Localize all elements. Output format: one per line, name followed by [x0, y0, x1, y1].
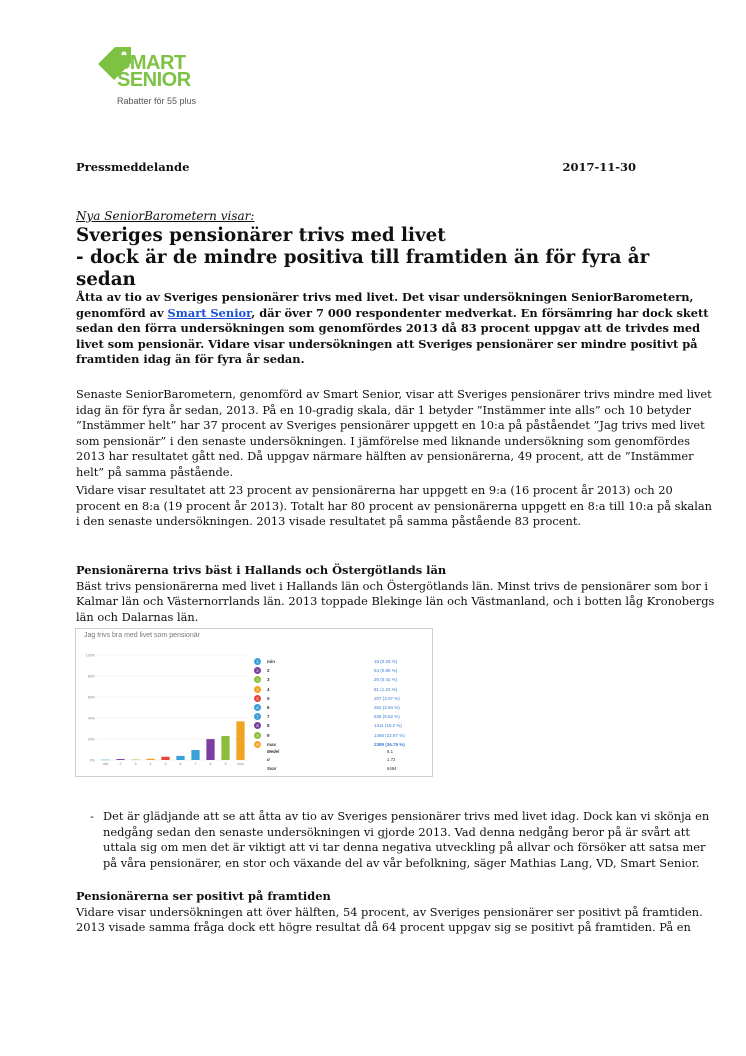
bar-8 [206, 739, 214, 760]
legend-row [254, 721, 426, 730]
press-label: Pressmeddelande [76, 160, 190, 174]
x-tick-label: 4 [149, 762, 152, 766]
stat-label: Medel [267, 748, 280, 754]
bar-6 [176, 756, 184, 760]
y-tick-label: 60% [87, 695, 95, 700]
paragraph-2: Vidare visar resultatet att 23 procent av pensionärerna har uppgett en 9:a (16 procent år 2013) och 20 procent en 8:a (19 procent år 2013). Totalt har 80 procent av pensionärerna uppgett en 8:a till 10:a på skalan i den senaste undersökningen. 2013 visade resultatet på samma påstående 83 procent. [76, 483, 712, 528]
bar-9 [221, 736, 229, 760]
legend-value: 207 (3.07 %) [374, 695, 400, 701]
legend-value: 636 (9.52 %) [374, 714, 400, 720]
x-tick-label: min [102, 762, 109, 766]
legend-row [254, 694, 426, 703]
y-tick-label: 80% [87, 674, 95, 679]
legend-row [254, 731, 426, 740]
smart-senior-link[interactable]: Smart Senior [167, 305, 252, 320]
quote-dash: - [90, 809, 94, 823]
logo-wordmark: SMART SENIOR [117, 52, 191, 91]
stat-value: 6494 [387, 765, 397, 771]
legend-number-badge: 10 [255, 741, 260, 747]
stat-row [254, 749, 426, 758]
legend-number-badge: 9 [254, 732, 261, 739]
intro-paragraph: Åtta av tio av Sveriges pensionärer trivs med livet. Det visar undersökningen SeniorBarometern, genomförd av Smart Senior, där över 7 000 respondenter medverkat. En försämring har dock skett sedan den förra undersökningen som genomfördes 2013 då 83 procent uppgav att de trivdes med livet som pensionär. Vidare visar undersökningen att Sveriges pensionärer ser mindre positivt på framtiden idag än för fyra år sedan. [76, 290, 709, 366]
legend-label: max [267, 741, 277, 747]
bar-min [101, 760, 109, 761]
section-heading: Pensionärerna trivs bäst i Hallands och Östergötlands län [76, 563, 447, 577]
legend-value: 1466 (22.87 %) [374, 732, 405, 738]
legend-row [254, 712, 426, 721]
y-tick-label: 20% [87, 737, 95, 742]
bar-7 [191, 750, 199, 760]
y-tick-label: 100% [85, 653, 95, 658]
x-tick-label: 9 [224, 762, 227, 766]
legend-number-badge: 5 [254, 695, 261, 702]
legend-value: 26 (0.42 %) [374, 677, 398, 683]
x-tick-label: 3 [134, 762, 137, 766]
quote-block [90, 809, 720, 871]
legend-label: 8 [267, 723, 270, 729]
x-tick-label: max [237, 762, 244, 766]
bar-3 [131, 760, 139, 761]
stat-label: Svar [267, 765, 277, 771]
x-tick-label: 5 [164, 762, 167, 766]
legend-number-badge: 6 [254, 704, 261, 711]
legend-row [254, 675, 426, 684]
legend-label: 6 [267, 705, 270, 711]
legend-label: 5 [267, 695, 270, 701]
legend-number-badge: 8 [254, 722, 261, 729]
paragraph-1: Senaste SeniorBarometern, genomförd av Smart Senior, visar att Sveriges pensionärer trivs mindre med livet idag än för fyra år sedan, 2013. På en 10-gradig skala, där 1 betyder ”Instämmer inte alls” och 10 betyder ”Instämmer helt” har 37 procent av Sveriges pensionärer uppgett en 10:a på påståendet ”Jag trivs med livet som pensionär” i den senaste undersökningen. I jämförelse med liknande undersökning som genomfördes 2013 har resultatet gått ned. Då uppgav närmare hälften av pensionärerna, 49 procent, att de ”Instämmer helt” på samma påstående. [76, 387, 712, 479]
legend-label: 3 [267, 677, 270, 683]
x-tick-label: 2 [119, 762, 122, 766]
stat-value: 8.1 [387, 748, 393, 754]
press-header [76, 160, 636, 174]
y-tick-label: 40% [87, 716, 95, 721]
title-line-2: - dock är de mindre positiva till framtiden än för fyra år sedan [76, 247, 650, 290]
x-tick-label: 8 [209, 762, 212, 766]
section-halland [76, 563, 716, 625]
legend-value: 1311 (19.2 %) [374, 723, 402, 729]
bar-4 [146, 759, 154, 760]
press-date: 2017-11-30 [562, 160, 636, 174]
stat-row [254, 766, 426, 775]
page-title [76, 225, 676, 291]
title-line-1: Sveriges pensionärer trivs med livet [76, 225, 446, 246]
bar-2 [116, 759, 124, 760]
legend-row [254, 666, 426, 675]
stat-row [254, 757, 426, 766]
chart-title: Jag trivs bra med livet som pensionär [84, 632, 200, 639]
legend-value: 54 (0.85 %) [374, 668, 398, 674]
legend-label: 2 [267, 668, 270, 674]
stat-label: σ [267, 757, 270, 763]
legend-number-badge: 2 [254, 667, 261, 674]
section-text-future: Vidare visar undersökningen att över hälften, 54 procent, av Sveriges pensionärer ser positivt på framtiden. 2013 visade samma fråga dock ett högre resultat då 64 procent uppgav sig se positivt på framtiden. På en [76, 904, 703, 934]
bar-max [236, 721, 244, 760]
legend-number-badge: 7 [254, 713, 261, 720]
legend-value: 81 (1.23 %) [374, 686, 398, 692]
stat-value: 1.72 [387, 757, 396, 763]
legend-label: 7 [267, 714, 270, 720]
x-tick-label: 6 [179, 762, 182, 766]
chart-legend [254, 657, 426, 774]
section-text: Bäst trivs pensionärerna med livet i Hallands län och Östergötlands län. Minst trivs de pensionärer som bor i Kalmar län och Västernorrlands län. 2013 toppade Blekinge län och Västmanland, och i botten låg Kronobergs län och Dalarnas län. [76, 578, 715, 624]
quote-text: Det är glädjande att se att åtta av tio av Sveriges pensionärer trivs med livet idag. Dock kan vi skönja en nedgång sedan den senaste undersökningen vi gjorde 2013. Vad denna nedgång beror på är svårt att uttala sig om men det är viktigt att vi tar denna negativa utveckling på allvar och försöker att satsa mer på våra pensionärer, en stor och växande del av vår befolkning, säger Mathias Lang, VD, Smart Senior. [103, 809, 710, 870]
legend-value: 15 (0.25 %) [374, 659, 398, 665]
legend-label: 9 [267, 732, 270, 738]
legend-row [254, 685, 426, 694]
kicker: Nya SeniorBarometern visar: [76, 209, 255, 223]
legend-row [254, 740, 426, 749]
legend-row [254, 703, 426, 712]
section-future [76, 889, 716, 936]
legend-number-badge: 3 [254, 676, 261, 683]
survey-chart [75, 628, 433, 777]
legend-row [254, 657, 426, 666]
legend-label: 4 [267, 686, 270, 692]
logo-tagline: Rabatter för 55 plus [117, 96, 197, 106]
legend-label: min [267, 659, 276, 665]
legend-number-badge: 4 [254, 686, 261, 693]
y-tick-label: 0% [89, 758, 95, 763]
bar-5 [161, 757, 169, 760]
legend-value: 262 (3.94 %) [374, 705, 400, 711]
x-tick-label: 7 [194, 762, 197, 766]
legend-number-badge: 1 [254, 658, 261, 665]
legend-value: 2389 (36.79 %) [374, 741, 405, 747]
section-heading-future: Pensionärerna ser positivt på framtiden [76, 889, 331, 903]
